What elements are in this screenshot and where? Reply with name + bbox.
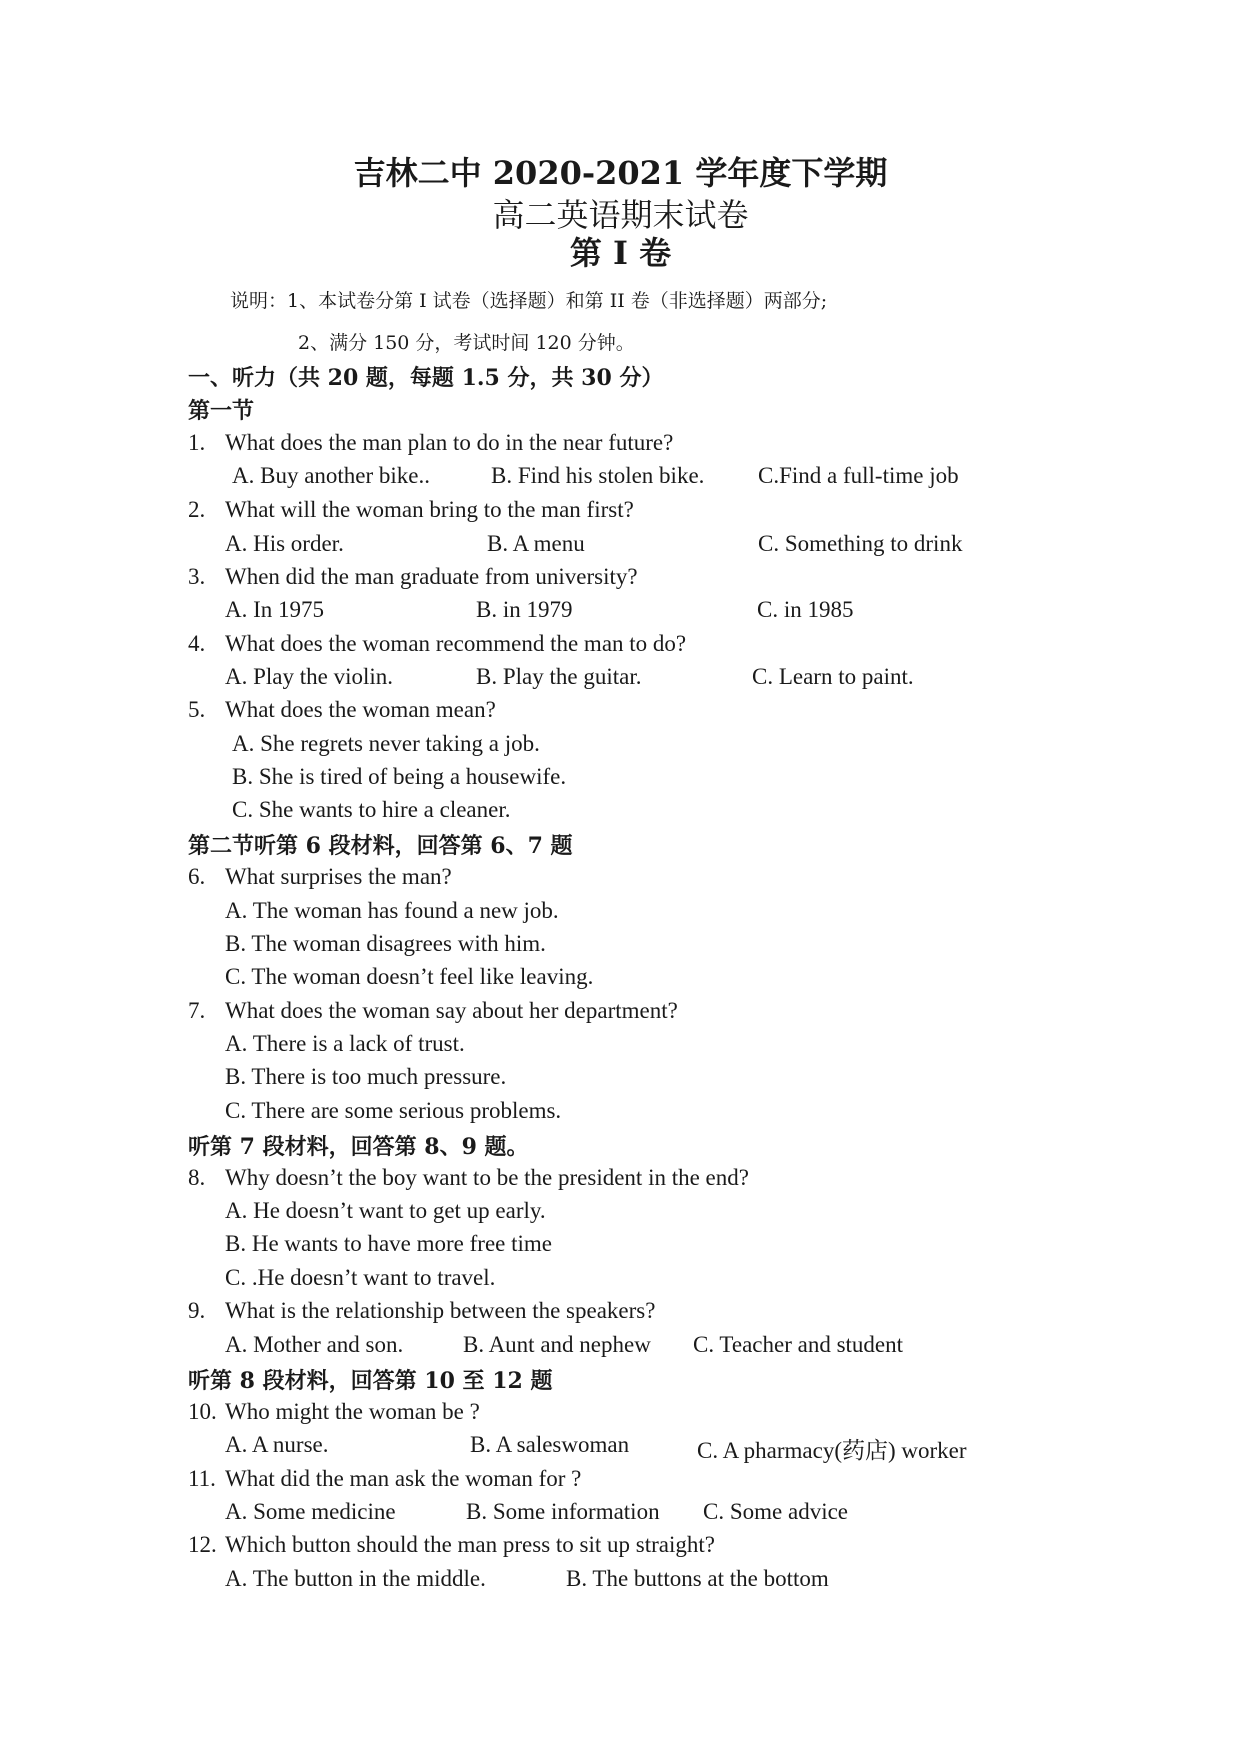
answer-option: A. The button in the middle.	[225, 1566, 486, 1591]
exam-title-volume: 第 I 卷	[569, 234, 672, 272]
answer-option: B. He wants to have more free time	[225, 1231, 552, 1256]
question-number: 12.	[188, 1532, 217, 1557]
question-number: 7.	[188, 998, 206, 1023]
answer-option: A. The woman has found a new job.	[225, 898, 559, 923]
answer-option: A. A nurse.	[225, 1432, 329, 1457]
question-number: 1.	[188, 430, 206, 455]
question-text: Which button should the man press to sit up straight?	[225, 1532, 715, 1557]
question-text: What does the woman say about her department?	[225, 998, 678, 1023]
question-text: What does the woman recommend the man to do?	[225, 631, 687, 656]
answer-option: A. In 1975	[225, 597, 325, 622]
question-text: What surprises the man?	[225, 864, 452, 889]
answer-option: A. His order.	[225, 531, 344, 556]
answer-option: A. She regrets never taking a job.	[232, 731, 540, 756]
question-number: 10.	[188, 1399, 217, 1424]
answer-option: B. Aunt and nephew	[463, 1332, 651, 1357]
answer-option: C. There are some serious problems.	[225, 1098, 562, 1123]
answer-option: C. Teacher and student	[693, 1332, 904, 1357]
answer-option: C. in 1985	[757, 597, 854, 622]
answer-option: B. She is tired of being a housewife.	[232, 764, 567, 789]
answer-option: B. A menu	[487, 531, 585, 556]
answer-option: A. There is a lack of trust.	[225, 1031, 465, 1056]
answer-option: B. in 1979	[476, 597, 573, 622]
answer-option: B. The buttons at the bottom	[566, 1566, 829, 1591]
answer-option: C. The woman doesn’t feel like leaving.	[225, 964, 594, 989]
question-text: When did the man graduate from university?	[225, 564, 638, 589]
question-number: 6.	[188, 864, 206, 889]
answer-option: A. He doesn’t want to get up early.	[225, 1198, 546, 1223]
question-number: 11.	[188, 1466, 216, 1491]
question-text: What is the relationship between the speakers?	[225, 1298, 656, 1323]
exam-title-school: 吉林二中 2020-2021 学年度下学期	[353, 154, 888, 192]
answer-option: A. Some medicine	[225, 1499, 396, 1524]
question-number: 3.	[188, 564, 206, 589]
question-text: Who might the woman be ?	[225, 1399, 480, 1424]
question-text: What will the woman bring to the man first?	[225, 497, 634, 522]
section-heading-part3: 听第 7 段材料，回答第 8、9 题。	[188, 1134, 529, 1160]
answer-option: B. Play the guitar.	[476, 664, 642, 689]
answer-option: C. She wants to hire a cleaner.	[232, 797, 511, 822]
question-text: What did the man ask the woman for ?	[225, 1466, 582, 1491]
question-number: 5.	[188, 697, 206, 722]
question-number: 4.	[188, 631, 206, 656]
answer-option: B. Some information	[466, 1499, 660, 1524]
answer-option: A. Buy another bike..	[232, 463, 431, 488]
answer-option: C. Learn to paint.	[752, 664, 914, 689]
question-text: What does the man plan to do in the near future?	[225, 430, 674, 455]
question-number: 9.	[188, 1298, 206, 1323]
answer-option: B. Find his stolen bike.	[491, 463, 705, 488]
exam-title-subject: 高二英语期末试卷	[492, 196, 749, 234]
answer-option: C. A pharmacy(药店) worker	[697, 1438, 967, 1463]
answer-option: B. The woman disagrees with him.	[225, 931, 546, 956]
answer-option: B. A saleswoman	[470, 1432, 630, 1457]
section-heading-part2: 第二节听第 6 段材料，回答第 6、7 题	[188, 833, 573, 859]
section-heading-listening: 一、听力（共 20 题，每题 1.5 分，共 30 分）	[188, 365, 664, 391]
section-heading-part1: 第一节	[188, 398, 255, 424]
answer-option: C. Some advice	[703, 1499, 848, 1524]
question-text: Why doesn’t the boy want to be the president in the end?	[225, 1165, 749, 1190]
answer-option: A. Mother and son.	[225, 1332, 404, 1357]
question-number: 8.	[188, 1165, 206, 1190]
answer-option: C. Something to drink	[758, 531, 963, 556]
answer-option: B. There is too much pressure.	[225, 1064, 507, 1089]
instructions-line-2: 2、满分 150 分，考试时间 120 分钟。	[298, 332, 635, 354]
question-number: 2.	[188, 497, 206, 522]
answer-option: A. Play the violin.	[225, 664, 394, 689]
instructions-line-1: 说明：1、本试卷分第 I 试卷（选择题）和第 II 卷（非选择题）两部分;	[230, 290, 828, 312]
answer-option: C.Find a full-time job	[758, 463, 959, 488]
answer-option: C. .He doesn’t want to travel.	[225, 1265, 496, 1290]
section-heading-part4: 听第 8 段材料，回答第 10 至 12 题	[188, 1368, 553, 1394]
question-text: What does the woman mean?	[225, 697, 496, 722]
